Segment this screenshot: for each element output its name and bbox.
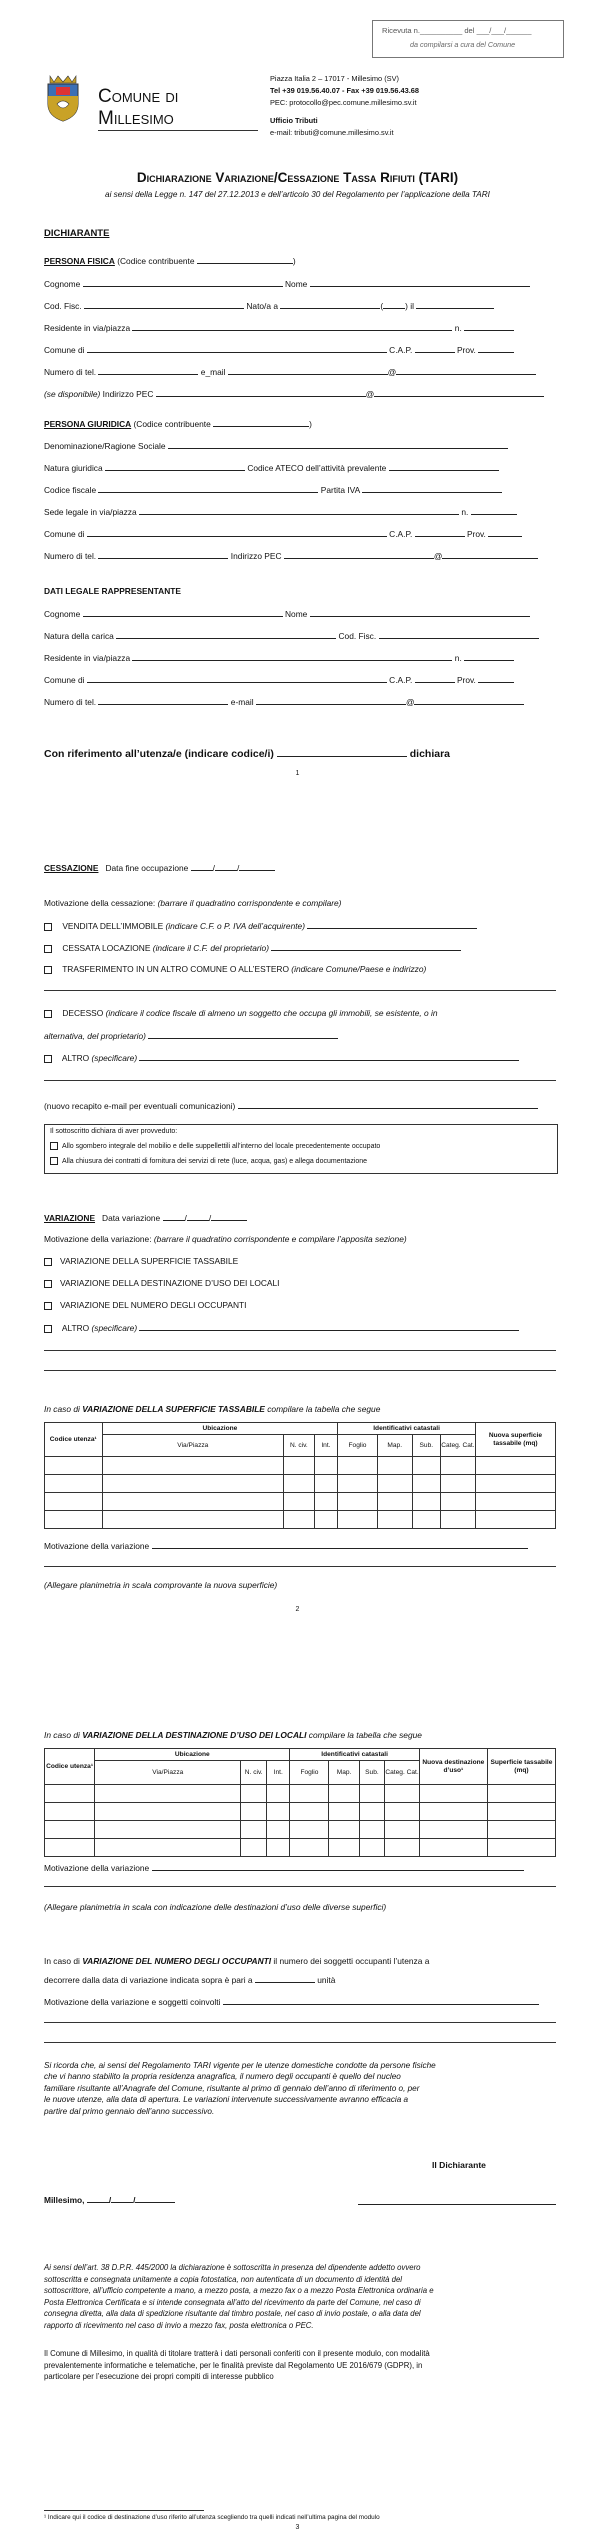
- variazione-label: VARIAZIONE: [44, 1213, 96, 1223]
- motivazione-label: Motivazione della variazione: [44, 1541, 150, 1551]
- table1-motivazione-field[interactable]: [152, 1540, 528, 1549]
- cap-label: C.A.P.: [389, 675, 413, 685]
- regolamento-note: [44, 2060, 556, 2117]
- at-sign: @: [405, 697, 415, 707]
- col-sub: Sub.: [412, 1435, 440, 1457]
- lr-residenza-field[interactable]: [132, 652, 452, 661]
- istruzione-label: (barrare il quadratino corrispondente e compilare): [157, 898, 342, 908]
- locazione-label: CESSATA LOCAZIONE: [62, 943, 151, 953]
- table2-allegare: (Allegare planimetria in scala con indicazione delle destinazioni d’uso delle diverse superfici): [44, 1902, 387, 1912]
- table1-motivazione-line2[interactable]: [44, 1566, 556, 1567]
- nome-label: Nome: [284, 279, 308, 289]
- prov-field[interactable]: [478, 344, 514, 353]
- contratti-checkbox[interactable]: [50, 1157, 58, 1165]
- header-address: Piazza Italia 2 – 17017 - Millesimo (SV): [270, 74, 399, 83]
- residente-label: Residente in via/piazza: [44, 653, 131, 663]
- codice-fiscale-field[interactable]: [98, 484, 318, 493]
- trasferimento-label: TRASFERIMENTO IN UN ALTRO COMUNE O ALL’ESTERO: [62, 964, 289, 974]
- signature-field[interactable]: [358, 2204, 556, 2205]
- cessazione-option-altro: [44, 1052, 519, 1064]
- at-sign: @: [387, 367, 397, 377]
- riferimento-label: Con riferimento all’utenza/e (indicare codice/i): [44, 748, 274, 760]
- cessazione-label: CESSAZIONE: [44, 863, 99, 873]
- privacy-line: prevalentemente informatiche e telematiche, per le finalità previste dal Regolamento UE 2016/679 (GDPR), in: [44, 2360, 423, 2370]
- occupanti-line2: decorrere dalla data di variazione indicata sopra è pari a: [44, 1975, 253, 1985]
- riferimento-row: [44, 746, 450, 761]
- box-option-contratti: [50, 1157, 367, 1165]
- col-int: Int.: [267, 1761, 290, 1785]
- footnote: ¹ Indicare qui il codice di destinazione d’uso riferito all’utenza scegliendo tra quelli indicati nell’ultima pagina del modulo: [44, 2514, 380, 2521]
- cognome-field[interactable]: [83, 278, 283, 287]
- decesso-label: DECESSO: [62, 1008, 104, 1018]
- comune-name-line1: Comune di: [98, 86, 179, 107]
- nota-line: che vi hanno stabilito la propria residenza anagrafica, il numero degli occupanti è quello del nucleo: [44, 2072, 401, 2082]
- col-catastali: Identificativi catastali: [290, 1749, 419, 1761]
- motivazione-label: Motivazione della cessazione:: [44, 898, 156, 908]
- var-altro-line3[interactable]: [44, 1370, 556, 1371]
- box-title: Il sottoscritto dichiara di aver provveduto:: [50, 1128, 178, 1135]
- tel-label: Numero di tel.: [44, 551, 97, 561]
- pg-comune-row: [44, 528, 522, 540]
- fine-year-field[interactable]: [239, 862, 275, 871]
- dpr-line: sottoscritta e consegnata unitamente a copia fotostatica, non autenticata di un documento di identità del: [44, 2274, 403, 2284]
- persona-giuridica-row: PERSONA GIURIDICA (Codice contribuente ): [44, 419, 312, 429]
- table2-motivazione-line2[interactable]: [44, 1886, 556, 1887]
- nota-line: familiare risultante all’Anagrafe del Comune, risultante al primo di gennaio dell’anno di riferimento o, per: [44, 2083, 420, 2093]
- dpr-line: consegna diretta, alla data di spedizione risultante dal timbro postale, nel caso di invio postale, o alla data del: [44, 2309, 421, 2319]
- page-number: 2: [295, 1606, 300, 1613]
- pf-residenza-row: [44, 322, 514, 334]
- table-row[interactable]: [45, 1821, 556, 1839]
- pec-label: Indirizzo PEC: [230, 551, 282, 561]
- table-row[interactable]: [45, 1785, 556, 1803]
- header-office: Ufficio Tributi: [270, 116, 318, 125]
- firma-row: Millesimo, / /: [44, 2194, 175, 2206]
- table2-caption: [44, 1730, 422, 1741]
- altro-checkbox[interactable]: [44, 1055, 52, 1063]
- nome-label: Nome: [284, 609, 308, 619]
- dichiarante-heading: DICHIARANTE: [44, 228, 110, 239]
- persona-giuridica-label: PERSONA GIURIDICA: [44, 419, 132, 429]
- persona-fisica-label: PERSONA FISICA: [44, 256, 115, 266]
- privacy-line: Il Comune di Millesimo, in qualità di titolare tratterà i dati personali conferiti con il presente modulo, con modalità: [44, 2349, 430, 2358]
- pec-user-field[interactable]: [156, 388, 366, 397]
- email-label: e-mail: [230, 697, 254, 707]
- denominazione-field[interactable]: [168, 440, 508, 449]
- pec-label: Indirizzo PEC: [102, 389, 154, 399]
- occupanti-post: il numero dei soggetti occupanti l’utenza a: [273, 1956, 430, 1966]
- altro-note: (specificare): [91, 1323, 138, 1333]
- piva-label: Partita IVA: [320, 485, 360, 495]
- header-tel: Tel +39 019.56.40.07 - Fax +39 019.56.43.68: [270, 86, 420, 95]
- col-nciv: N. civ.: [284, 1435, 314, 1457]
- sgombero-checkbox[interactable]: [50, 1142, 58, 1150]
- cessazione-option-trasferimento: [44, 964, 426, 975]
- locazione-field[interactable]: [271, 942, 461, 951]
- civico-label: n.: [454, 323, 462, 333]
- pg-code-label: (Codice contribuente: [133, 419, 211, 429]
- sede-field[interactable]: [139, 506, 459, 515]
- header-email: e-mail: tributi@comune.millesimo.sv.it: [270, 128, 394, 137]
- carica-field[interactable]: [116, 630, 336, 639]
- pf-pec-row: [44, 388, 544, 400]
- page-subtitle: ai sensi della Legge n. 147 del 27.12.2013 e dell’articolo 30 del Regolamento per l’applicazione della TARI: [105, 190, 490, 199]
- var-day-field[interactable]: [163, 1212, 185, 1221]
- altro-note: (specificare): [91, 1053, 138, 1063]
- col-sub: Sub.: [359, 1761, 385, 1785]
- altro-field[interactable]: [139, 1052, 519, 1061]
- at-sign: @: [433, 551, 443, 561]
- firma-month-field[interactable]: [111, 2194, 133, 2203]
- occupanti-row1: [44, 1956, 429, 1967]
- lr-comune-field[interactable]: [87, 674, 387, 683]
- dichiara-label: dichiara: [409, 748, 451, 760]
- pg-tel-field[interactable]: [98, 550, 228, 559]
- lr-carica-row: [44, 630, 539, 642]
- var-altro-checkbox[interactable]: [44, 1325, 52, 1333]
- birth-prov-field[interactable]: [383, 300, 405, 309]
- col-nuova-superficie: Nuova superficie tassabile (mq): [475, 1423, 555, 1457]
- pf-contact-row: [44, 366, 536, 378]
- ateco-label: Codice ATECO dell’attività prevalente: [247, 463, 387, 473]
- altro-label: ALTRO: [61, 1053, 90, 1063]
- pg-natura-row: [44, 462, 499, 474]
- decesso-note: (indicare il codice fiscale di almeno un soggetto che occupa gli immobili, se esistente, o in: [105, 1008, 438, 1018]
- vendita-field[interactable]: [307, 920, 477, 929]
- prov-label: Prov.: [456, 675, 476, 685]
- recapito-row: [44, 1100, 538, 1112]
- motivazione-label: Motivazione della variazione: [44, 1863, 150, 1873]
- col-via: Via/Piazza: [95, 1761, 241, 1785]
- pec-domain-field[interactable]: [374, 388, 544, 397]
- municipal-crest-icon: [44, 74, 82, 122]
- cap-label: C.A.P.: [389, 345, 413, 355]
- lr-tel-field[interactable]: [98, 696, 228, 705]
- vendita-note: (indicare C.F. o P. IVA dell’acquirente): [165, 921, 305, 931]
- destinazione-table: [44, 1748, 556, 1857]
- page-number: 1: [295, 770, 300, 777]
- email-domain-field[interactable]: [396, 366, 536, 375]
- contratti-label: Alla chiusura dei contratti di fornitura dei servizi di rete (luce, acqua, gas) e allega documentazione: [62, 1157, 368, 1165]
- trasferimento-note: (indicare Comune/Paese e indirizzo): [291, 964, 427, 974]
- utenza-code-field[interactable]: [277, 746, 407, 757]
- residente-label: Residente in via/piazza: [44, 323, 131, 333]
- comune-label: Comune di: [44, 529, 85, 539]
- decesso-checkbox[interactable]: [44, 1010, 52, 1018]
- variazione-row: VARIAZIONE Data variazione / /: [44, 1212, 247, 1224]
- tel-label: Numero di tel.: [44, 367, 97, 377]
- table-row[interactable]: [45, 1511, 556, 1529]
- col-categ: Categ. Cat.: [440, 1435, 475, 1457]
- prov-label: Prov.: [466, 529, 486, 539]
- motivazione-label: Motivazione della variazione:: [44, 1234, 152, 1244]
- il-label: il: [410, 301, 415, 311]
- comune-label: Comune di: [44, 345, 85, 355]
- cognome-label: Cognome: [44, 279, 81, 289]
- comune-field[interactable]: [87, 344, 387, 353]
- col-ubicazione: Ubicazione: [95, 1749, 290, 1761]
- lr-civico-field[interactable]: [464, 652, 514, 661]
- lr-codfisc-field[interactable]: [379, 630, 539, 639]
- occupanti-line2[interactable]: [44, 2022, 556, 2023]
- caption-pre: In caso di: [44, 1730, 80, 1740]
- page-number: 3: [295, 2524, 300, 2531]
- col-categ: Categ. Cat.: [385, 1761, 420, 1785]
- table2-motivazione-field[interactable]: [152, 1862, 524, 1871]
- civico-label: n.: [461, 507, 469, 517]
- codfisc-field[interactable]: [84, 300, 244, 309]
- var-altro-line2[interactable]: [44, 1350, 556, 1351]
- col-ubicazione: Ubicazione: [102, 1423, 338, 1435]
- lr-email-domain-field[interactable]: [414, 696, 524, 705]
- variazione-option-superficie: [44, 1256, 238, 1267]
- tel-field[interactable]: [98, 366, 198, 375]
- persona-fisica-row: PERSONA FISICA (Codice contribuente ): [44, 256, 296, 266]
- civico-field[interactable]: [464, 322, 514, 331]
- table-row[interactable]: [45, 1493, 556, 1511]
- table-row[interactable]: [45, 1839, 556, 1857]
- col-codice-utenza: Codice utenza¹: [45, 1423, 103, 1457]
- variazione-option-altro: [44, 1322, 519, 1334]
- cessazione-row: CESSAZIONE Data fine occupazione / /: [44, 862, 275, 874]
- occupanti-label: VARIAZIONE DEL NUMERO DEGLI OCCUPANTI: [60, 1300, 247, 1310]
- col-int: Int.: [314, 1435, 338, 1457]
- pg-sede-row: [44, 506, 517, 518]
- col-destinazione: Nuova destinazione d’uso¹: [419, 1749, 487, 1785]
- table2-motivazione-row: [44, 1862, 524, 1874]
- superficie-table: [44, 1422, 556, 1529]
- trasferimento-checkbox[interactable]: [44, 966, 52, 974]
- var-month-field[interactable]: [187, 1212, 209, 1221]
- col-foglio: Foglio: [290, 1761, 329, 1785]
- legale-heading: DATI LEGALE RAPPRESENTANTE: [44, 586, 181, 596]
- pf-comune-row: [44, 344, 514, 356]
- caption-post: compilare la tabella che segue: [267, 1404, 381, 1414]
- firma-day-field[interactable]: [87, 2194, 109, 2203]
- var-year-field[interactable]: [211, 1212, 247, 1221]
- denominazione-label: Denominazione/Ragione Sociale: [44, 441, 166, 451]
- pg-pec-user-field[interactable]: [284, 550, 434, 559]
- caption-post: compilare la tabella che segue: [308, 1730, 422, 1740]
- pg-code-field[interactable]: [213, 418, 309, 427]
- pf-code-field[interactable]: [197, 255, 293, 264]
- cessazione-option-locazione: [44, 942, 461, 954]
- tel-label: Numero di tel.: [44, 697, 97, 707]
- dpr-line: Ai sensi dell’art. 38 D.P.R. 445/2000 la dichiarazione è sottoscritta in presenza del dipendente addetto ovvero: [44, 2263, 421, 2272]
- dpr-line: rapporto di ricevimento nel caso di invio a mezzo fax, posta elettronica o PEC.: [44, 2320, 314, 2330]
- firma-year-field[interactable]: [135, 2194, 175, 2203]
- caption-bold: VARIAZIONE DELLA DESTINAZIONE D’USO DEI LOCALI: [82, 1730, 307, 1740]
- data-variazione-label: Data variazione: [102, 1213, 161, 1223]
- comune-name-line2: Millesimo: [98, 108, 174, 129]
- prov-label: Prov.: [456, 345, 476, 355]
- occupanti-checkbox[interactable]: [44, 1302, 52, 1310]
- cognome-label: Cognome: [44, 609, 81, 619]
- altro-field-line2[interactable]: [44, 1080, 556, 1081]
- col-foglio: Foglio: [338, 1435, 377, 1457]
- altro-label: ALTRO: [61, 1323, 90, 1333]
- cessazione-option-decesso: [44, 1008, 438, 1019]
- receipt-number-line: Ricevuta n.__________ del ___/___/______: [382, 26, 532, 35]
- vendita-checkbox[interactable]: [44, 923, 52, 931]
- pg-pec-domain-field[interactable]: [442, 550, 538, 559]
- birthplace-field[interactable]: [280, 300, 380, 309]
- lr-email-user-field[interactable]: [256, 696, 406, 705]
- occupanti-number-field[interactable]: [255, 1974, 315, 1983]
- privacy-line: particolare per l’esecuzione dei propri compiti di interesse pubblico: [44, 2372, 274, 2382]
- occupanti-line3[interactable]: [44, 2042, 556, 2043]
- istruzione-label: (barrare il quadratino corrispondente e compilare l’apposita sezione): [153, 1234, 407, 1244]
- pg-cap-field[interactable]: [415, 528, 465, 537]
- pg-codfisc-row: [44, 484, 502, 496]
- cessazione-motivazione-row: [44, 898, 341, 909]
- fine-day-field[interactable]: [191, 862, 213, 871]
- codfisc-label: Cod. Fisc.: [44, 301, 82, 311]
- vendita-label: VENDITA DELL’IMMOBILE: [62, 921, 164, 931]
- variazione-option-destinazione: [44, 1278, 280, 1289]
- footnote-divider: [44, 2510, 204, 2511]
- nota-line: Si ricorda che, ai sensi del Regolamento TARI vigente per le utenze domestiche condotte da persone fisiche: [44, 2061, 436, 2070]
- superficie-label: VARIAZIONE DELLA SUPERFICIE TASSABILE: [60, 1256, 239, 1266]
- birthdate-field[interactable]: [416, 300, 494, 309]
- privacy-note: [44, 2348, 556, 2383]
- comune-label: Comune di: [44, 675, 85, 685]
- nota-line: le nuove utenze, alla data di apertura. Le variazioni intervenute successivamente avranno efficacia a: [44, 2095, 409, 2105]
- sede-label: Sede legale in via/piazza: [44, 507, 137, 517]
- lr-name-row: [44, 608, 530, 620]
- codfisc-label: Cod. Fisc.: [338, 631, 377, 641]
- lr-cap-field[interactable]: [415, 674, 455, 683]
- civico-label: n.: [454, 653, 462, 663]
- lr-nome-field[interactable]: [310, 608, 530, 617]
- pg-contact-row: [44, 550, 538, 562]
- table-row[interactable]: [45, 1803, 556, 1821]
- dpr-note: [44, 2262, 556, 2332]
- cessazione-option-vendita: [44, 920, 477, 932]
- se-disponibile-label: (se disponibile): [44, 389, 101, 399]
- sgombero-label: Allo sgombero integrale del mobilio e delle suppellettili all’interno del locale precedentemente occupato: [62, 1142, 381, 1150]
- variazione-motivazione-row: [44, 1234, 407, 1245]
- occupanti-pre: In caso di: [44, 1956, 80, 1966]
- locazione-note: (indicare il C.F. del proprietario): [152, 943, 269, 953]
- recapito-label: (nuovo recapito e-mail per eventuali comunicazioni): [44, 1101, 236, 1111]
- cap-label: C.A.P.: [389, 529, 413, 539]
- occupanti-bold: VARIAZIONE DEL NUMERO DEGLI OCCUPANTI: [82, 1956, 272, 1966]
- pf-code-label: (Codice contribuente: [117, 256, 195, 266]
- dichiarante-label: Il Dichiarante: [432, 2160, 486, 2170]
- codice-fiscale-label: Codice fiscale: [44, 485, 97, 495]
- col-superficie: Superficie tassabile (mq): [487, 1749, 555, 1785]
- page-title: Dichiarazione Variazione/Cessazione Tassa Rifiuti (TARI): [136, 170, 459, 185]
- caption-pre: In caso di: [44, 1404, 80, 1414]
- decesso-note-2: alternativa, del proprietario): [44, 1031, 146, 1041]
- lr-residenza-row: [44, 652, 514, 664]
- col-map: Map.: [329, 1761, 359, 1785]
- occupanti-motivazione-field[interactable]: [223, 1996, 539, 2005]
- var-altro-field[interactable]: [139, 1322, 519, 1331]
- natura-label: Natura giuridica: [44, 463, 103, 473]
- natura-field[interactable]: [105, 462, 245, 471]
- pg-prov-field[interactable]: [488, 528, 522, 537]
- caption-bold: VARIAZIONE DELLA SUPERFICIE TASSABILE: [82, 1404, 265, 1414]
- decesso-field[interactable]: [148, 1030, 338, 1039]
- lr-cognome-field[interactable]: [83, 608, 283, 617]
- lr-prov-field[interactable]: [478, 674, 514, 683]
- dpr-line: Posta Elettronica Certificata e si intende consegnata all’atto del ricevimento da parte del Comune, nel caso di: [44, 2297, 421, 2307]
- pg-comune-field[interactable]: [87, 528, 387, 537]
- col-codice-utenza: Codice utenza¹: [45, 1749, 95, 1785]
- decesso-note-row: [44, 1030, 338, 1042]
- col-nciv: N. civ.: [241, 1761, 267, 1785]
- dpr-line: sottoscrittore, all’ufficio competente a mano, a mezzo posta, a mezzo fax o a mezzo Posta Elettronica ordinaria e: [44, 2286, 434, 2296]
- superficie-checkbox[interactable]: [44, 1258, 52, 1266]
- trasferimento-field[interactable]: [44, 990, 556, 991]
- lr-comune-row: [44, 674, 514, 686]
- box-option-sgombero: [50, 1142, 380, 1150]
- data-fine-label: Data fine occupazione: [105, 863, 189, 873]
- table1-allegare: (Allegare planimetria in scala comprovante la nuova superficie): [44, 1580, 278, 1590]
- sede-civico-field[interactable]: [471, 506, 517, 515]
- col-catastali: Identificativi catastali: [338, 1423, 476, 1435]
- fine-month-field[interactable]: [215, 862, 237, 871]
- nome-field[interactable]: [310, 278, 530, 287]
- lr-contact-row: [44, 696, 524, 708]
- occupanti-motivazione-label: Motivazione della variazione e soggetti coinvolti: [44, 1997, 221, 2007]
- header-divider: [98, 130, 258, 131]
- table-row[interactable]: [45, 1457, 556, 1475]
- unita-label: unità: [317, 1975, 336, 1985]
- carica-label: Natura della carica: [44, 631, 114, 641]
- destinazione-checkbox[interactable]: [44, 1280, 52, 1288]
- email-label: e_mail: [200, 367, 226, 377]
- nato-label: Nato/a a: [246, 301, 279, 311]
- recapito-field[interactable]: [238, 1100, 538, 1109]
- residenza-field[interactable]: [132, 322, 452, 331]
- at-sign: @: [365, 389, 375, 399]
- nota-line: partire dal primo gennaio dell’anno successivo.: [44, 2106, 215, 2116]
- piva-field[interactable]: [362, 484, 502, 493]
- destinazione-label: VARIAZIONE DELLA DESTINAZIONE D’USO DEI LOCALI: [60, 1278, 280, 1288]
- col-map: Map.: [377, 1435, 412, 1457]
- pf-codfisc-row: Cod. Fisc. Nato/a a ( ) il: [44, 300, 494, 312]
- table-row[interactable]: [45, 1475, 556, 1493]
- occupanti-row2: [44, 1974, 335, 1986]
- col-via: Via/Piazza: [102, 1435, 284, 1457]
- pf-name-row: [44, 278, 530, 290]
- locazione-checkbox[interactable]: [44, 945, 52, 953]
- occupanti-motivazione-row: [44, 1996, 539, 2008]
- table1-caption: [44, 1404, 380, 1415]
- receipt-note: da compilarsi a cura del Comune: [410, 40, 516, 49]
- table1-motivazione-row: [44, 1540, 528, 1552]
- luogo-label: Millesimo,: [44, 2195, 85, 2205]
- cap-field[interactable]: [415, 344, 455, 353]
- variazione-option-occupanti: [44, 1300, 246, 1311]
- pg-denominazione-row: [44, 440, 508, 452]
- email-user-field[interactable]: [228, 366, 388, 375]
- ateco-field[interactable]: [389, 462, 499, 471]
- header-pec: PEC: protocollo@pec.comune.millesimo.sv.it: [270, 98, 417, 107]
